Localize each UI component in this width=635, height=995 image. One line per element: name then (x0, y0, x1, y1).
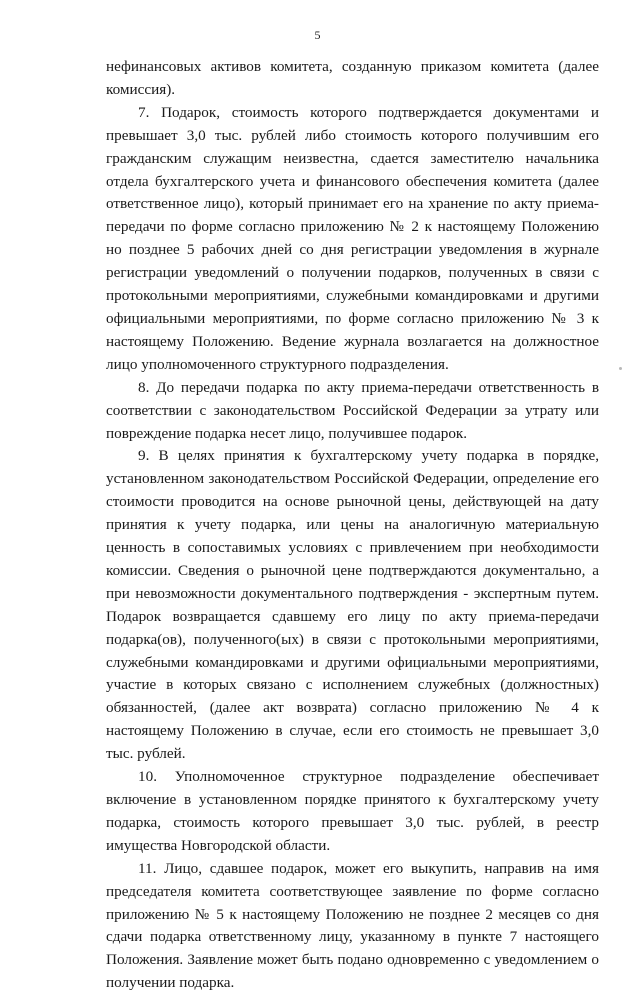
paragraph-7: 7. Подарок, стоимость которого подтверждается документами и превышает 3,0 тыс. рублей либо стоимость которого получившим его гражданским служащим неизвестна, сдается заместителю начальника отдела бухгалтерского учета и финансового обеспечения комитета (далее ответственное лицо), который принимает его на хранение по акту приема-передачи по форме согласно приложению № 2 к настоящему Положению но позднее 5 рабочих дней со дня регистрации уведомления в журнале регистрации уведомлений о получении подарков, полученных в связи с протокольными мероприятиями, служебными командировками и другими официальными мероприятиями, по форме согласно приложению № 3 к настоящему Положению. Ведение журнала возлагается на должностное лицо уполномоченного структурного подразделения. (106, 103, 599, 373)
document-body (106, 56, 599, 995)
page-number: 5 (314, 28, 321, 42)
paragraph-9: 9. В целях принятия к бухгалтерскому учету подарка в порядке, установленном законодательством Российской Федерации, определение его стоимости проводится на основе рыночной цены, действующей на дату принятия к учету подарка, или цены на аналогичную материальную ценность в сопоставимых условиях с привлечением при необходимости комиссии. Сведения о рыночной цене подтверждаются документально, а при невозможности документального подтверждения - экспертным путем. Подарок возвращается сдавшему его лицу по акту приема-передачи подарка(ов), полученного(ых) в связи с протокольными мероприятиями, служебными командировками и другими официальными мероприятиями, участие в которых связано с исполнением служебных (должностных) обязанностей, (далее акт возврата) согласно приложению № 4 к настоящему Положению в случае, если его стоимость не превышает 3,0 тыс. рублей. (106, 447, 599, 763)
scan-margin-speck (619, 367, 622, 370)
paragraph-10: 10. Уполномоченное структурное подразделение обеспечивает включение в установленном порядке принятого к бухгалтерскому учету подарка, стоимость которого превышает 3,0 тыс. рублей, в реестр имущества Новгородской области. (106, 768, 599, 854)
paragraph-continuation: нефинансовых активов комитета, созданную приказом комитета (далее комиссия). (106, 58, 599, 98)
paragraph-11: 11. Лицо, сдавшее подарок, может его выкупить, направив на имя председателя комитета соответствующее заявление по форме согласно приложению № 5 к настоящему Положению не позднее 2 месяцев со дня сдачи подарка ответственному лицу, указанному в пункте 7 настоящего Положения. Заявление может быть подано одновременно с уведомлением о получении подарка. (106, 859, 599, 992)
paragraph-8: 8. До передачи подарка по акту приема-передачи ответственность в соответствии с законодательством Российской Федерации за утрату или повреждение подарка несет лицо, получившее подарок. (106, 378, 599, 442)
